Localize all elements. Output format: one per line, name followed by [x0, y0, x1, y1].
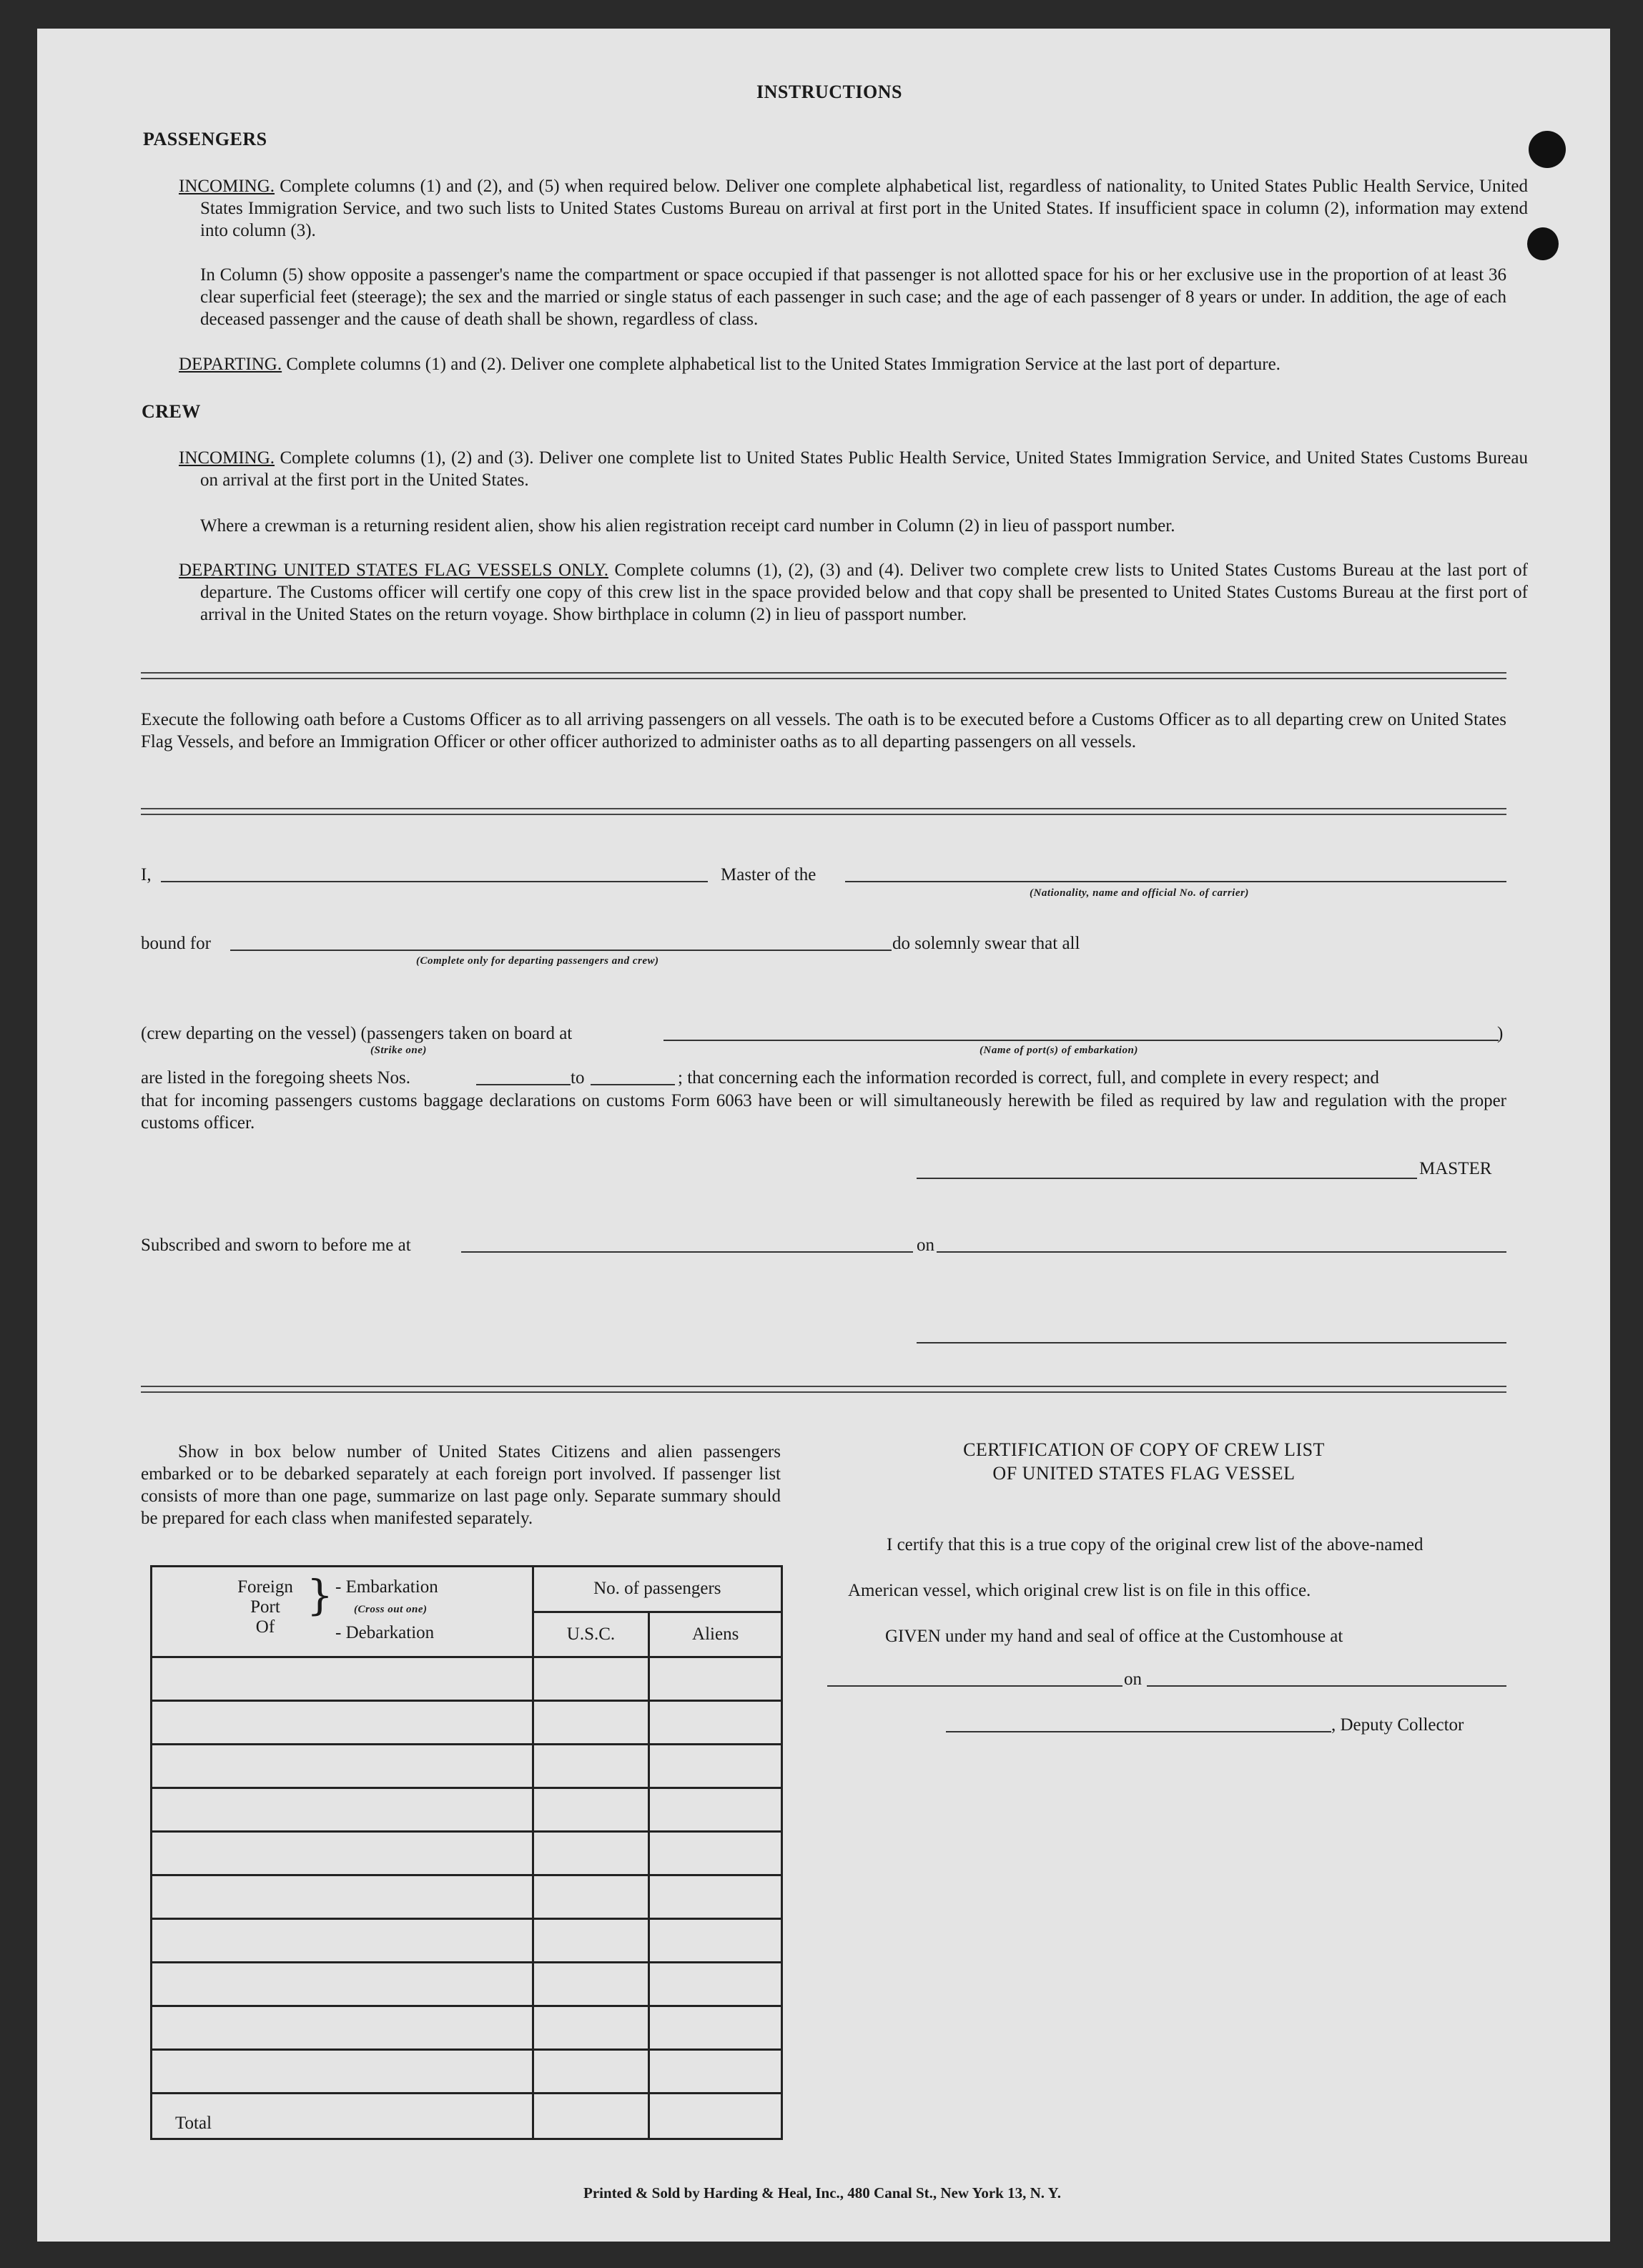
column5-paragraph: In Column (5) show opposite a passenger's name the compartment or space occupied if that passenger is not allotted space for his or her exclusive use in the proportion of at least 36 clear superficial feet (steerage); the sex and the married or single status of each passenger in such case; and the age of each passenger of 8 years or under. In addition, the age of each deceased passenger and the cause of death shall be shown, regardless of class. [200, 265, 1506, 329]
passengers-heading: PASSENGERS [143, 129, 267, 149]
port-cell[interactable] [152, 1788, 533, 1832]
table-row [152, 1875, 782, 1919]
ports-caption: (Name of port(s) of embarkation) [980, 1045, 1138, 1056]
certification-on-label: on [1124, 1670, 1142, 1689]
crew-incoming-text: Complete columns (1), (2) and (3). Deliver one complete list to United States Public Health Service, United States Immigration Service, and United States Customs Bureau on arrival at the first port in the United States. [200, 448, 1528, 490]
bound-for-field[interactable] [230, 950, 892, 951]
table-row [152, 1788, 782, 1832]
cross-out-caption: (Cross out one) [354, 1604, 428, 1615]
certify-line-1: I certify that this is a true copy of the original crew list of the above-named [887, 1535, 1424, 1554]
total-row [152, 2094, 782, 2139]
aliens-header: Aliens [649, 1612, 782, 1657]
table-row [152, 1745, 782, 1788]
usc-cell[interactable] [533, 1701, 649, 1745]
sworn-on-label: on [917, 1236, 934, 1255]
usc-cell[interactable] [533, 2050, 649, 2094]
usc-cell[interactable] [533, 1919, 649, 1963]
passengers-incoming-text: Complete columns (1) and (2), and (5) when required below. Deliver one complete alphabetical list, regardless of nationality, to United States Public Health Service, United States Immigration Service, and two such lists to United States Customs Bureau on arrival at first port in the United States. If insufficient space in column (2), information may extend into column (3). [200, 177, 1529, 240]
subscribed-label: Subscribed and sworn to before me at [141, 1236, 411, 1255]
port-cell[interactable] [152, 1919, 533, 1963]
section-divider-3 [141, 1386, 1506, 1393]
port-cell[interactable] [152, 1657, 533, 1701]
printer-imprint: Printed & Sold by Harding & Heal, Inc., 480 Canal St., New York 13, N. Y. [583, 2184, 1061, 2202]
no-passengers-header: No. of passengers [533, 1567, 781, 1612]
foreign-label: Foreign [237, 1577, 293, 1597]
port-cell[interactable] [152, 1875, 533, 1919]
instructions-title: INSTRUCTIONS [756, 82, 902, 102]
passengers-departing-paragraph [179, 353, 1506, 375]
of-label: Of [255, 1617, 275, 1637]
table-row [152, 2006, 782, 2050]
crew-departing-label: DEPARTING UNITED STATES FLAG VESSELS ONLY. [179, 561, 608, 580]
usc-cell[interactable] [533, 1832, 649, 1875]
passengers-incoming-label: INCOMING. [179, 177, 275, 196]
given-text: GIVEN under my hand and seal of office at the Customhouse at [885, 1627, 1343, 1646]
aliens-cell[interactable] [649, 1832, 782, 1875]
oath-i-label: I, [141, 865, 152, 884]
port-cell[interactable] [152, 2050, 533, 2094]
summary-instructions: Show in box below number of United States Citizens and alien passengers embarked or to be debarked separately at each foreign port involved. If passenger list consists of more than one page, summarize on last page only. Separate summary should be prepared for each class when manifested separately. [141, 1442, 781, 1528]
passengers-departing-label: DEPARTING. [179, 355, 282, 374]
crewman-paragraph: Where a crewman is a returning resident alien, show his alien registration receipt card number in Column (2) in lieu of passport number. [200, 516, 1175, 536]
strike-caption: (Strike one) [370, 1045, 427, 1056]
total-aliens-cell[interactable] [649, 2094, 782, 2139]
sheets-label: are listed in the foregoing sheets Nos. [141, 1068, 410, 1088]
usc-cell[interactable] [533, 1745, 649, 1788]
deputy-collector-label: , Deputy Collector [1331, 1715, 1464, 1735]
port-label: Port [250, 1597, 280, 1617]
master-signature-field[interactable] [917, 1178, 1417, 1179]
table-row [152, 2050, 782, 2094]
usc-cell[interactable] [533, 2006, 649, 2050]
port-cell[interactable] [152, 1832, 533, 1875]
table-row [152, 1832, 782, 1875]
punch-hole-bottom [1527, 227, 1559, 260]
aliens-cell[interactable] [649, 2006, 782, 2050]
usc-header: U.S.C. [533, 1612, 649, 1657]
total-label: Total [152, 2094, 533, 2139]
table-row [152, 1963, 782, 2006]
embarkation-port-field[interactable] [663, 1040, 1499, 1041]
officer-signature-field[interactable] [917, 1342, 1506, 1343]
table-row [152, 1657, 782, 1701]
port-cell[interactable] [152, 1963, 533, 2006]
passenger-summary-table [150, 1565, 783, 2140]
sheet-to-field[interactable] [591, 1084, 675, 1085]
sheet-from-field[interactable] [476, 1084, 571, 1085]
master-of-label: Master of the [721, 865, 816, 884]
section-divider-2 [141, 808, 1506, 815]
certification-date-field[interactable] [1147, 1685, 1506, 1687]
aliens-cell[interactable] [649, 2050, 782, 2094]
crew-departing-label: (crew departing on the vessel) (passengers taken on board at [141, 1024, 573, 1043]
foreign-port-header [152, 1567, 533, 1657]
sheets-text-1: ; that concerning each the information recorded is correct, full, and complete in every respect; and [678, 1068, 1379, 1088]
table-row [152, 1701, 782, 1745]
crew-heading: CREW [142, 401, 201, 422]
deputy-signature-field[interactable] [946, 1731, 1331, 1732]
aliens-cell[interactable] [649, 1919, 782, 1963]
sworn-date-field[interactable] [937, 1251, 1506, 1253]
port-cell[interactable] [152, 2006, 533, 2050]
port-cell[interactable] [152, 1701, 533, 1745]
aliens-cell[interactable] [649, 1875, 782, 1919]
section-divider-1 [141, 672, 1506, 679]
foreign-port-labels [230, 1577, 301, 1637]
master-label: MASTER [1419, 1159, 1492, 1178]
aliens-cell[interactable] [649, 1788, 782, 1832]
debarkation-label: - Debarkation [335, 1623, 435, 1642]
certify-line-2: American vessel, which original crew list is on file in this office. [848, 1581, 1311, 1600]
carrier-field[interactable] [845, 881, 1506, 882]
sheets-text-2: that for incoming passengers customs baggage declarations on customs Form 6063 have been or will simultaneously herewith be filed as required by law and regulation with the proper customs officer. [141, 1091, 1506, 1133]
aliens-cell[interactable] [649, 1963, 782, 2006]
sheets-to-label: to [571, 1068, 585, 1088]
bound-for-label: bound for [141, 934, 211, 953]
aliens-cell[interactable] [649, 1657, 782, 1701]
punch-hole-top [1529, 131, 1566, 168]
crew-departing-text: Complete columns (1), (2), (3) and (4). Deliver two complete crew lists to United States Customs Bureau at the last port of departure. The Customs officer will certify one copy of this crew list in the space provided below and that copy shall be presented to United States Customs Bureau at the first port of arrival in the United States on the return voyage. Show birthplace in column (2) in lieu of passport number. [200, 561, 1528, 624]
swear-label: do solemnly swear that all [892, 934, 1080, 953]
crew-incoming-label: INCOMING. [179, 448, 275, 468]
oath-intro: Execute the following oath before a Customs Officer as to all arriving passengers on all vessels. The oath is to be executed before a Customs Officer as to all departing crew on United States Flag Vessels, and before an Immigration Officer or other officer authorized to administer oaths as to all departing passengers on all vessels. [141, 710, 1506, 751]
sworn-place-field[interactable] [461, 1251, 913, 1253]
aliens-cell[interactable] [649, 1745, 782, 1788]
crew-departing-paragraph [179, 559, 1528, 626]
crew-incoming-paragraph [179, 447, 1528, 491]
passengers-incoming-paragraph [179, 175, 1528, 242]
carrier-caption: (Nationality, name and official No. of carrier) [1030, 887, 1249, 899]
port-cell[interactable] [152, 1745, 533, 1788]
certification-title-1: CERTIFICATION OF COPY OF CREW LIST [963, 1439, 1325, 1460]
usc-cell[interactable] [533, 1875, 649, 1919]
usc-cell[interactable] [533, 1963, 649, 2006]
close-paren: ) [1497, 1024, 1504, 1043]
certification-title-2: OF UNITED STATES FLAG VESSEL [992, 1463, 1296, 1484]
master-name-field[interactable] [161, 881, 708, 882]
usc-cell[interactable] [533, 1657, 649, 1701]
total-usc-cell[interactable] [533, 2094, 649, 2139]
table-row [152, 1919, 782, 1963]
brace-icon: } [307, 1571, 333, 1619]
aliens-cell[interactable] [649, 1701, 782, 1745]
usc-cell[interactable] [533, 1788, 649, 1832]
passengers-departing-text: Complete columns (1) and (2). Deliver one complete alphabetical list to the United States Immigration Service at the last port of departure. [286, 355, 1281, 374]
departing-caption: (Complete only for departing passengers and crew) [416, 955, 659, 967]
customhouse-field[interactable] [827, 1685, 1123, 1687]
embarkation-label: - Embarkation [335, 1577, 438, 1597]
